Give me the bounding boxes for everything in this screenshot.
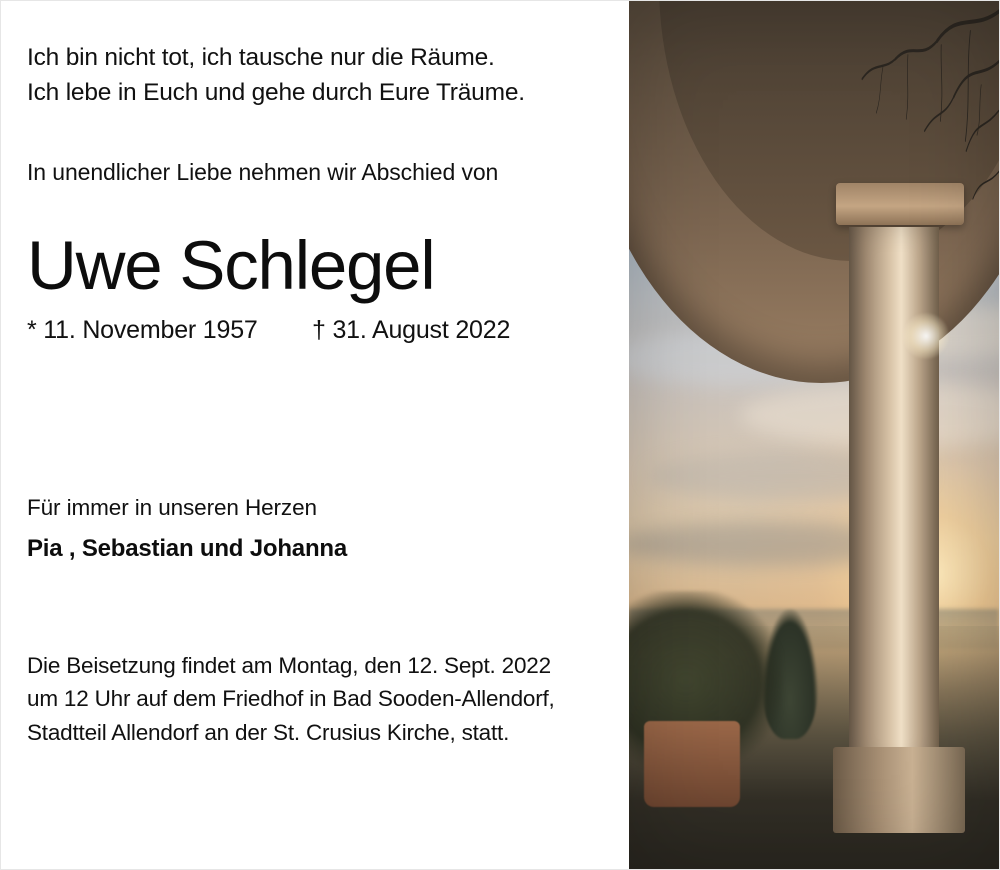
- funeral-line-3: Stadtteil Allendorf an der St. Crusius Kirche, statt.: [27, 719, 510, 745]
- funeral-details: [27, 649, 599, 749]
- intro-text: In unendlicher Liebe nehmen wir Abschied von: [27, 158, 499, 185]
- death-date: † 31. August 2022: [312, 316, 511, 344]
- life-dates: [27, 316, 599, 345]
- birth-date: * 11. November 1957: [27, 316, 258, 344]
- funeral-line-2: um 12 Uhr auf dem Friedhof in Bad Sooden-Allendorf,: [27, 686, 555, 712]
- remembrance-text: Für immer in unseren Herzen: [27, 495, 317, 520]
- planter-pot: [644, 721, 740, 807]
- verse-line-1: Ich bin nicht tot, ich tausche nur die Räume.: [27, 44, 495, 71]
- obituary-text-pane: [1, 1, 629, 869]
- stone-column: [849, 227, 939, 765]
- family-names: Pia , Sebastian und Johanna: [27, 535, 348, 562]
- funeral-line-1: Die Beisetzung findet am Montag, den 12. Sept. 2022: [27, 653, 551, 678]
- sunset-column-arch-photo: [629, 1, 999, 869]
- column-base: [833, 747, 965, 833]
- deceased-name: Uwe Schlegel: [27, 226, 435, 304]
- verse-block: [27, 41, 599, 111]
- column-capital: [836, 183, 964, 225]
- verse-line-2: Ich lebe in Euch und gehe durch Eure Träume.: [27, 78, 525, 106]
- sun-flare: [903, 313, 949, 359]
